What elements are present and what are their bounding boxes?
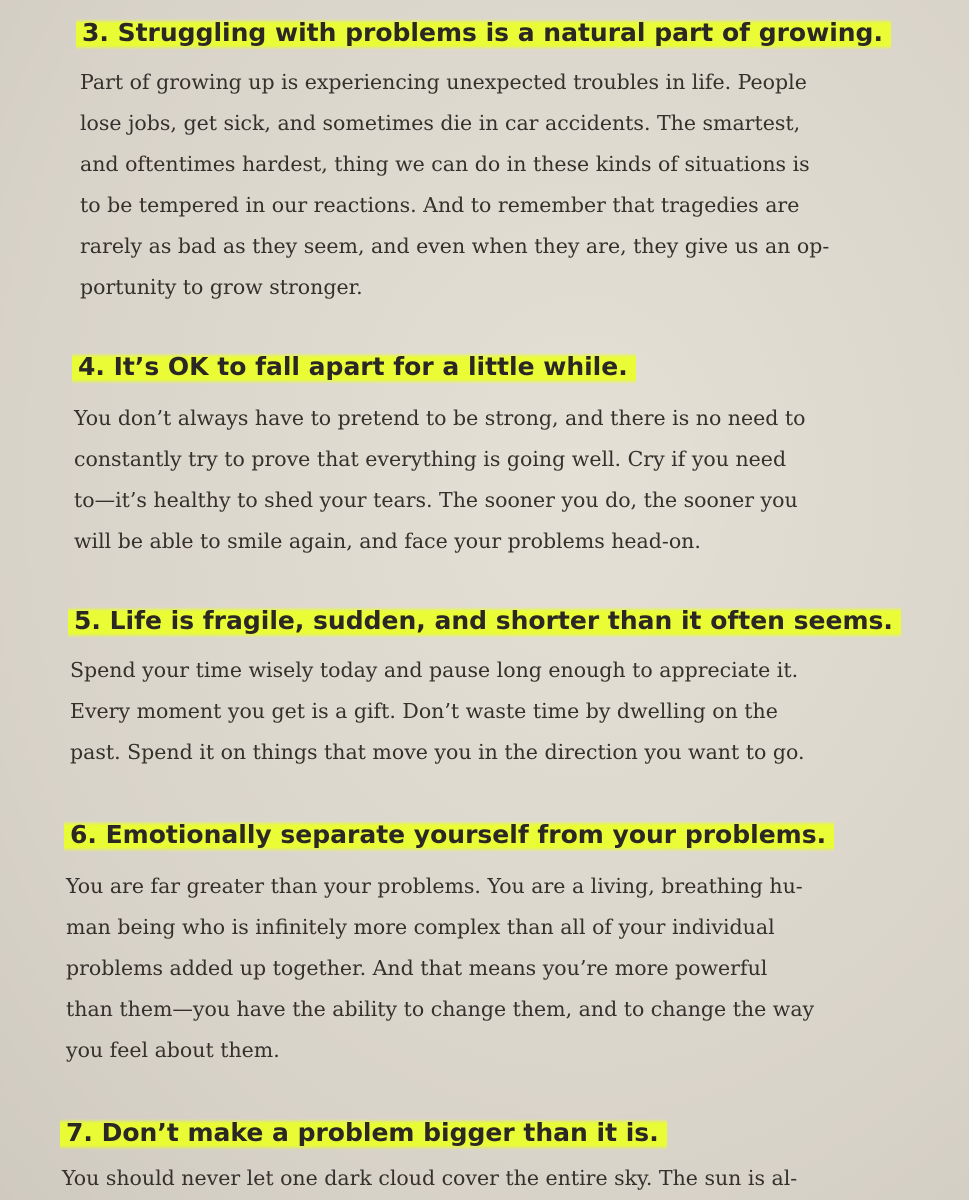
text-line: Every moment you get is a gift. Don’t waste time by dwelling on the	[70, 699, 778, 723]
section-heading: 3. Struggling with problems is a natural part of growing.	[76, 16, 891, 50]
text-line: to—it’s healthy to shed your tears. The sooner you do, the sooner you	[74, 488, 798, 512]
text-line: than them—you have the ability to change them, and to change the way	[66, 997, 815, 1021]
text-line: man being who is infinitely more complex than all of your individual	[66, 915, 775, 939]
text-line: portunity to grow stronger.	[80, 275, 363, 299]
text-line: past. Spend it on things that move you in the direction you want to go.	[70, 740, 805, 764]
text-line: You should never let one dark cloud cover the entire sky. The sun is al-	[62, 1166, 798, 1190]
text-line: rarely as bad as they seem, and even when they are, they give us an op-	[80, 234, 830, 258]
text-line: and oftentimes hardest, thing we can do in these kinds of situations is	[80, 152, 810, 176]
text-line: lose jobs, get sick, and sometimes die in car accidents. The smartest,	[80, 111, 801, 135]
section-heading: 4. It’s OK to fall apart for a little while.	[72, 350, 636, 384]
section-body	[62, 1158, 797, 1199]
text-line: Spend your time wisely today and pause long enough to appreciate it.	[70, 658, 799, 682]
section-body	[80, 62, 829, 308]
section-heading: 6. Emotionally separate yourself from your problems.	[64, 818, 834, 852]
text-line: to be tempered in our reactions. And to remember that tragedies are	[80, 193, 800, 217]
section-body	[66, 866, 814, 1071]
text-line: will be able to smile again, and face your problems head-on.	[74, 529, 701, 553]
section-body	[74, 398, 805, 562]
text-line: You are far greater than your problems. You are a living, breathing hu-	[66, 874, 803, 898]
section-heading: 7. Don’t make a problem bigger than it is.	[60, 1116, 667, 1150]
text-line: constantly try to prove that everything is going well. Cry if you need	[74, 447, 787, 471]
text-line: Part of growing up is experiencing unexpected troubles in life. People	[80, 70, 807, 94]
text-line: you feel about them.	[66, 1038, 280, 1062]
text-line: You don’t always have to pretend to be strong, and there is no need to	[74, 406, 806, 430]
section-body	[70, 650, 804, 773]
section-heading: 5. Life is fragile, sudden, and shorter than it often seems.	[68, 604, 901, 638]
text-line: problems added up together. And that means you’re more powerful	[66, 956, 768, 980]
